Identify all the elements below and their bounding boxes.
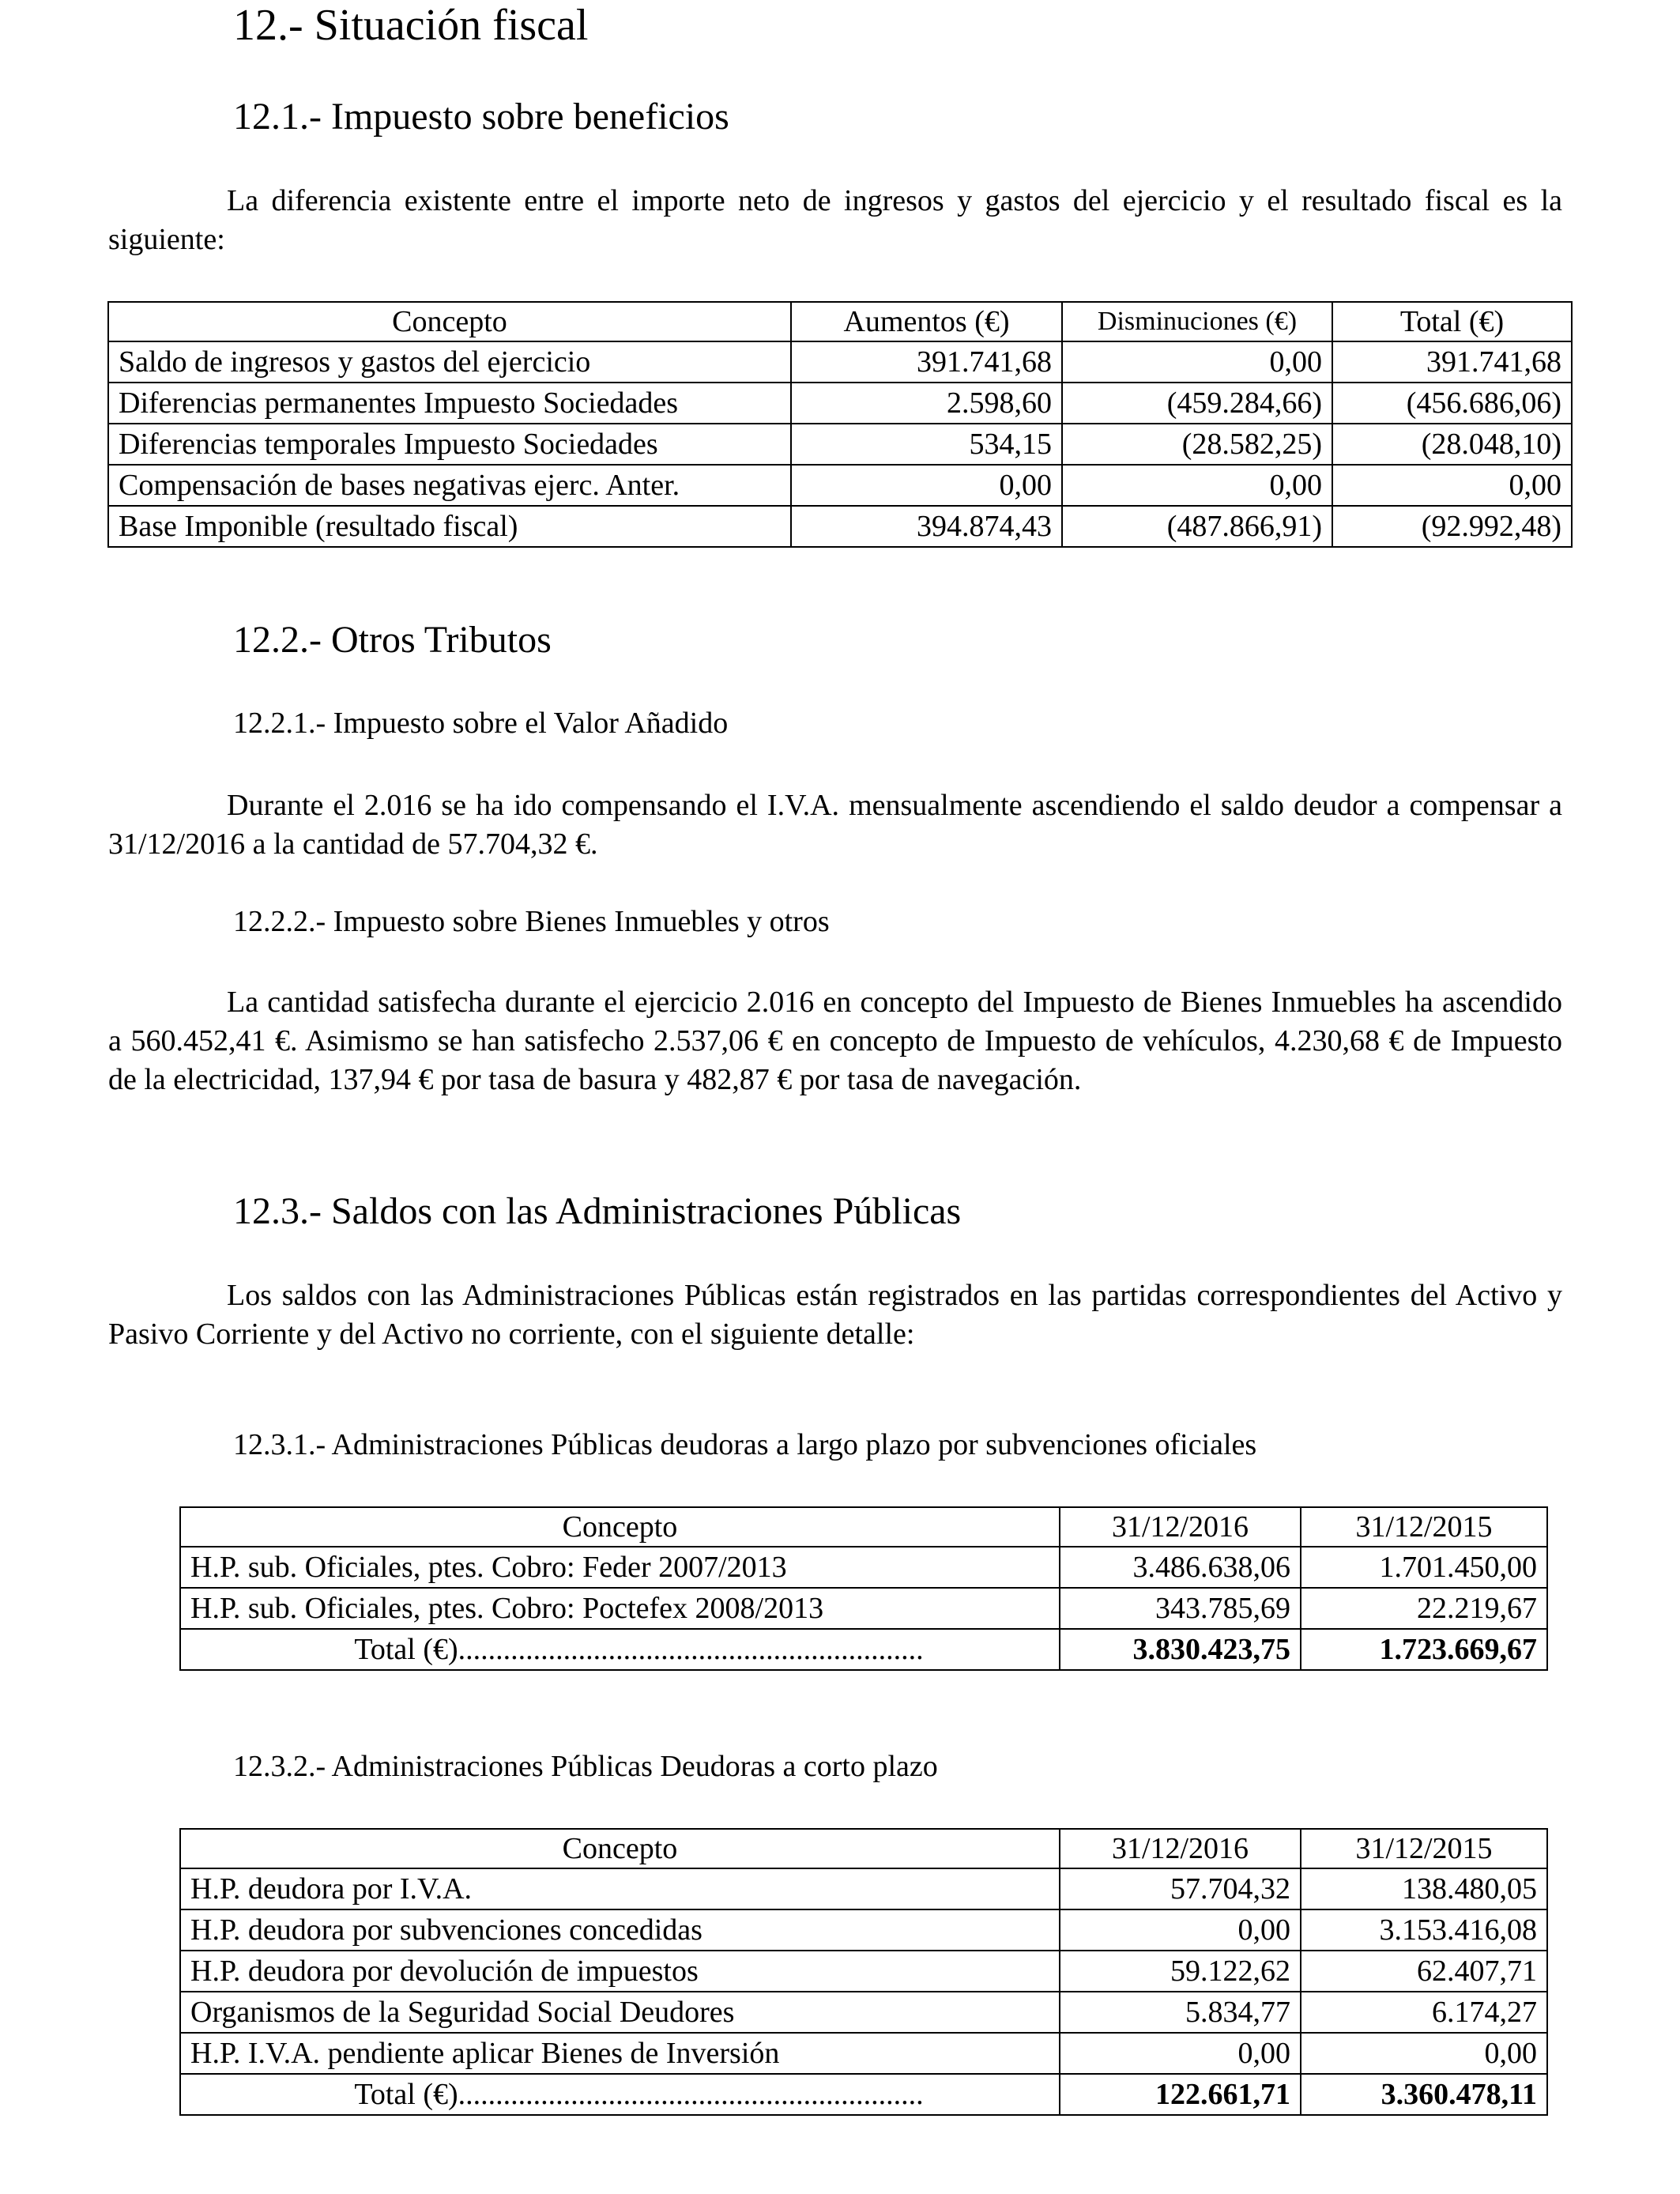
cell-disminuciones: (28.582,25) xyxy=(1062,424,1332,465)
subsection-title-12-2-1: 12.2.1.- Impuesto sobre el Valor Añadido xyxy=(233,707,729,740)
cell-concepto: H.P. sub. Oficiales, ptes. Cobro: Poctefex 2008/2013 xyxy=(180,1588,1060,1629)
cell-concepto: H.P. deudora por devolución de impuestos xyxy=(180,1951,1060,1992)
header-aumentos: Aumentos (€) xyxy=(791,302,1062,341)
cell-disminuciones: (459.284,66) xyxy=(1062,383,1332,424)
cell-total: (92.992,48) xyxy=(1332,506,1572,547)
subsection-title-12-3-1: 12.3.1.- Administraciones Públicas deudoras a largo plazo por subvenciones oficiales xyxy=(233,1428,1257,1461)
subsection-title-12-3: 12.3.- Saldos con las Administraciones Públicas xyxy=(233,1190,962,1232)
table-total-row xyxy=(180,1629,1547,1670)
header-concepto: Concepto xyxy=(180,1507,1060,1547)
table-row xyxy=(180,2033,1547,2074)
cell-2016: 57.704,32 xyxy=(1060,1868,1301,1909)
cell-total: (28.048,10) xyxy=(1332,424,1572,465)
header-total: Total (€) xyxy=(1332,302,1572,341)
subsection-title-12-2: 12.2.- Otros Tributos xyxy=(233,619,552,661)
cell-2016: 3.486.638,06 xyxy=(1060,1547,1301,1588)
header-disminuciones: Disminuciones (€) xyxy=(1062,302,1332,341)
section-title: 12.- Situación fiscal xyxy=(233,1,589,50)
header-concepto: Concepto xyxy=(180,1829,1060,1868)
cell-2015: 62.407,71 xyxy=(1301,1951,1547,1992)
cell-aumentos: 394.874,43 xyxy=(791,506,1062,547)
header-2015: 31/12/2015 xyxy=(1301,1829,1547,1868)
cell-aumentos: 391.741,68 xyxy=(791,341,1062,383)
table-row xyxy=(180,1992,1547,2033)
table-deudoras-corto-plazo xyxy=(179,1828,1548,2116)
cell-2015: 138.480,05 xyxy=(1301,1868,1547,1909)
cell-concepto: Diferencias temporales Impuesto Sociedades xyxy=(108,424,791,465)
subsection-title-12-2-2: 12.2.2.- Impuesto sobre Bienes Inmuebles y otros xyxy=(233,905,830,938)
cell-disminuciones: (487.866,91) xyxy=(1062,506,1332,547)
cell-2015: 0,00 xyxy=(1301,2033,1547,2074)
cell-2016: 5.834,77 xyxy=(1060,1992,1301,2033)
table-header-row xyxy=(180,1507,1547,1547)
table-row xyxy=(108,506,1572,547)
total-2015: 3.360.478,11 xyxy=(1301,2074,1547,2115)
cell-2016: 0,00 xyxy=(1060,1909,1301,1951)
cell-concepto: Compensación de bases negativas ejerc. Anter. xyxy=(108,465,791,506)
cell-concepto: Diferencias permanentes Impuesto Sociedades xyxy=(108,383,791,424)
subsection-title-12-1: 12.1.- Impuesto sobre beneficios xyxy=(233,96,729,138)
cell-concepto: H.P. deudora por I.V.A. xyxy=(180,1868,1060,1909)
cell-aumentos: 2.598,60 xyxy=(791,383,1062,424)
cell-2016: 343.785,69 xyxy=(1060,1588,1301,1629)
cell-disminuciones: 0,00 xyxy=(1062,341,1332,383)
cell-concepto: H.P. sub. Oficiales, ptes. Cobro: Feder 2007/2013 xyxy=(180,1547,1060,1588)
table-row xyxy=(180,1588,1547,1629)
cell-total: (456.686,06) xyxy=(1332,383,1572,424)
cell-concepto: H.P. I.V.A. pendiente aplicar Bienes de Inversión xyxy=(180,2033,1060,2074)
header-2015: 31/12/2015 xyxy=(1301,1507,1547,1547)
table-header-row xyxy=(108,302,1572,341)
total-2015: 1.723.669,67 xyxy=(1301,1629,1547,1670)
cell-2015: 3.153.416,08 xyxy=(1301,1909,1547,1951)
subsection-title-12-3-2: 12.3.2.- Administraciones Públicas Deudoras a corto plazo xyxy=(233,1750,938,1783)
table-row xyxy=(108,383,1572,424)
total-2016: 122.661,71 xyxy=(1060,2074,1301,2115)
cell-2016: 59.122,62 xyxy=(1060,1951,1301,1992)
total-label: Total (€).............................................................. xyxy=(180,1629,1060,1670)
cell-concepto: Base Imponible (resultado fiscal) xyxy=(108,506,791,547)
table-header-row xyxy=(180,1829,1547,1868)
table-total-row xyxy=(180,2074,1547,2115)
cell-disminuciones: 0,00 xyxy=(1062,465,1332,506)
paragraph-12-3: Los saldos con las Administraciones Públicas están registrados en las partidas correspondientes del Activo y Pasivo Corriente y del Activo no corriente, con el siguiente detalle: xyxy=(108,1279,1562,1351)
table-row xyxy=(180,1951,1547,1992)
cell-concepto: H.P. deudora por subvenciones concedidas xyxy=(180,1909,1060,1951)
header-2016: 31/12/2016 xyxy=(1060,1829,1301,1868)
table-impuesto-beneficios xyxy=(107,301,1573,548)
paragraph-12-1: La diferencia existente entre el importe neto de ingresos y gastos del ejercicio y el resultado fiscal es la siguiente: xyxy=(108,184,1562,256)
cell-concepto: Organismos de la Seguridad Social Deudores xyxy=(180,1992,1060,2033)
paragraph-12-2-2: La cantidad satisfecha durante el ejercicio 2.016 en concepto del Impuesto de Bienes Inmuebles ha ascendido a 560.452,41 €. Asimismo se han satisfecho 2.537,06 € en concepto de Impuesto de vehículos, 4.230,68 € de Impuesto de la electricidad, 137,94 € por tasa de basura y 482,87 € por tasa de navegación. xyxy=(108,986,1562,1096)
table-row xyxy=(108,341,1572,383)
table-row xyxy=(180,1909,1547,1951)
cell-aumentos: 534,15 xyxy=(791,424,1062,465)
table-row xyxy=(108,465,1572,506)
table-deudoras-largo-plazo xyxy=(179,1506,1548,1671)
cell-2015: 22.219,67 xyxy=(1301,1588,1547,1629)
cell-total: 391.741,68 xyxy=(1332,341,1572,383)
table-row xyxy=(180,1868,1547,1909)
table-row xyxy=(108,424,1572,465)
paragraph-12-2-1: Durante el 2.016 se ha ido compensando el I.V.A. mensualmente ascendiendo el saldo deudor a compensar a 31/12/2016 a la cantidad de 57.704,32 €. xyxy=(108,789,1562,861)
cell-aumentos: 0,00 xyxy=(791,465,1062,506)
cell-2015: 6.174,27 xyxy=(1301,1992,1547,2033)
total-2016: 3.830.423,75 xyxy=(1060,1629,1301,1670)
cell-2015: 1.701.450,00 xyxy=(1301,1547,1547,1588)
header-concepto: Concepto xyxy=(108,302,791,341)
cell-total: 0,00 xyxy=(1332,465,1572,506)
header-2016: 31/12/2016 xyxy=(1060,1507,1301,1547)
cell-concepto: Saldo de ingresos y gastos del ejercicio xyxy=(108,341,791,383)
table-row xyxy=(180,1547,1547,1588)
total-label: Total (€).............................................................. xyxy=(180,2074,1060,2115)
cell-2016: 0,00 xyxy=(1060,2033,1301,2074)
